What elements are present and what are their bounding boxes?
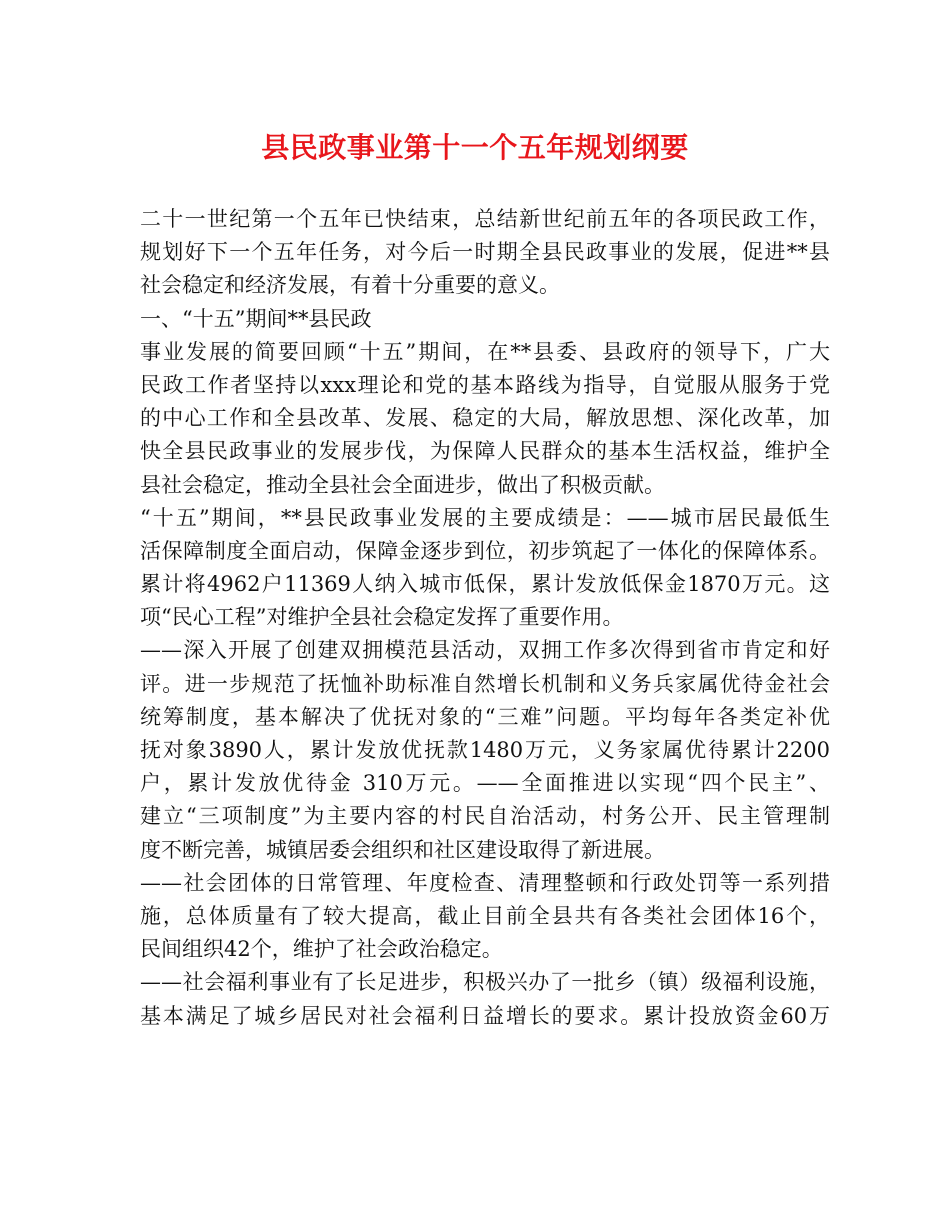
paragraph-line: ——社会福利事业有了长足进步，积极兴办了一批乡（镇）级福利设施， (140, 970, 830, 995)
paragraph-line: ——社会团体的日常管理、年度检查、清理整顿和行政处罚等一系列措 (140, 870, 830, 895)
paragraph-line: 二十一世纪第一个五年已快结束，总结新世纪前五年的各项民政工作， (140, 207, 830, 231)
paragraph-line: 基本满足了城乡居民对社会福利日益增长的要求。累计投放资金60万 (140, 1003, 830, 1028)
document-body (140, 203, 830, 1033)
paragraph-line: 民政工作者坚持以xxx理论和党的基本路线为指导，自觉服从服务于党 (140, 372, 830, 397)
paragraph-line: 县社会稳定，推动全县社会全面进步，做出了积极贡献。 (140, 472, 665, 497)
paragraph-line: 快全县民政事业的发展步伐，为保障人民群众的基本生活权益，维护全 (140, 439, 830, 464)
paragraph-line: 项“民心工程”对维护全县社会稳定发挥了重要作用。 (140, 605, 624, 630)
paragraph-line: ——深入开展了创建双拥模范县活动，双拥工作多次得到省市肯定和好 (140, 638, 830, 663)
paragraph-line: “十五”期间，**县民政事业发展的主要成绩是：——城市居民最低生 (140, 505, 830, 530)
paragraph-line: 规划好下一个五年任务，对今后一时期全县民政事业的发展，促进**县 (140, 240, 830, 265)
paragraph-line: 户，累计发放优待金 310万元。——全面推进以实现“四个民主”、 (140, 771, 830, 796)
paragraph-line: 抚对象3890人，累计发放优抚款1480万元，义务家属优待累计2200 (140, 738, 830, 762)
paragraph-line: 事业发展的简要回顾“十五”期间，在**县委、县政府的领导下，广大 (140, 339, 830, 364)
paragraph-line: 施，总体质量有了较大提高，截止目前全县共有各类社会团体16个， (140, 903, 830, 928)
paragraph-line: 评。进一步规范了抚恤补助标准自然增长机制和义务兵家属优待金社会 (140, 671, 830, 696)
paragraph-line: 统筹制度，基本解决了优抚对象的“三难”问题。平均每年各类定补优 (140, 704, 830, 729)
section-heading: 一、“十五”期间**县民政 (140, 306, 372, 331)
paragraph-line: 度不断完善，城镇居委会组织和社区建设取得了新进展。 (140, 837, 665, 862)
paragraph-line: 社会稳定和经济发展，有着十分重要的意义。 (140, 273, 560, 298)
document-title: 县民政事业第十一个五年规划纲要 (261, 131, 689, 164)
paragraph-line: 累计将4962户11369人纳入城市低保，累计发放低保金1870万元。这 (140, 572, 830, 597)
paragraph-line: 活保障制度全面启动，保障金逐步到位，初步筑起了一体化的保障体系。 (140, 538, 830, 563)
paragraph-line: 建立“三项制度”为主要内容的村民自治活动，村务公开、民主管理制 (140, 804, 830, 829)
paragraph-line: 民间组织42个，维护了社会政治稳定。 (140, 937, 503, 962)
paragraph-line: 的中心工作和全县改革、发展、稳定的大局，解放思想、深化改革，加 (140, 406, 830, 431)
